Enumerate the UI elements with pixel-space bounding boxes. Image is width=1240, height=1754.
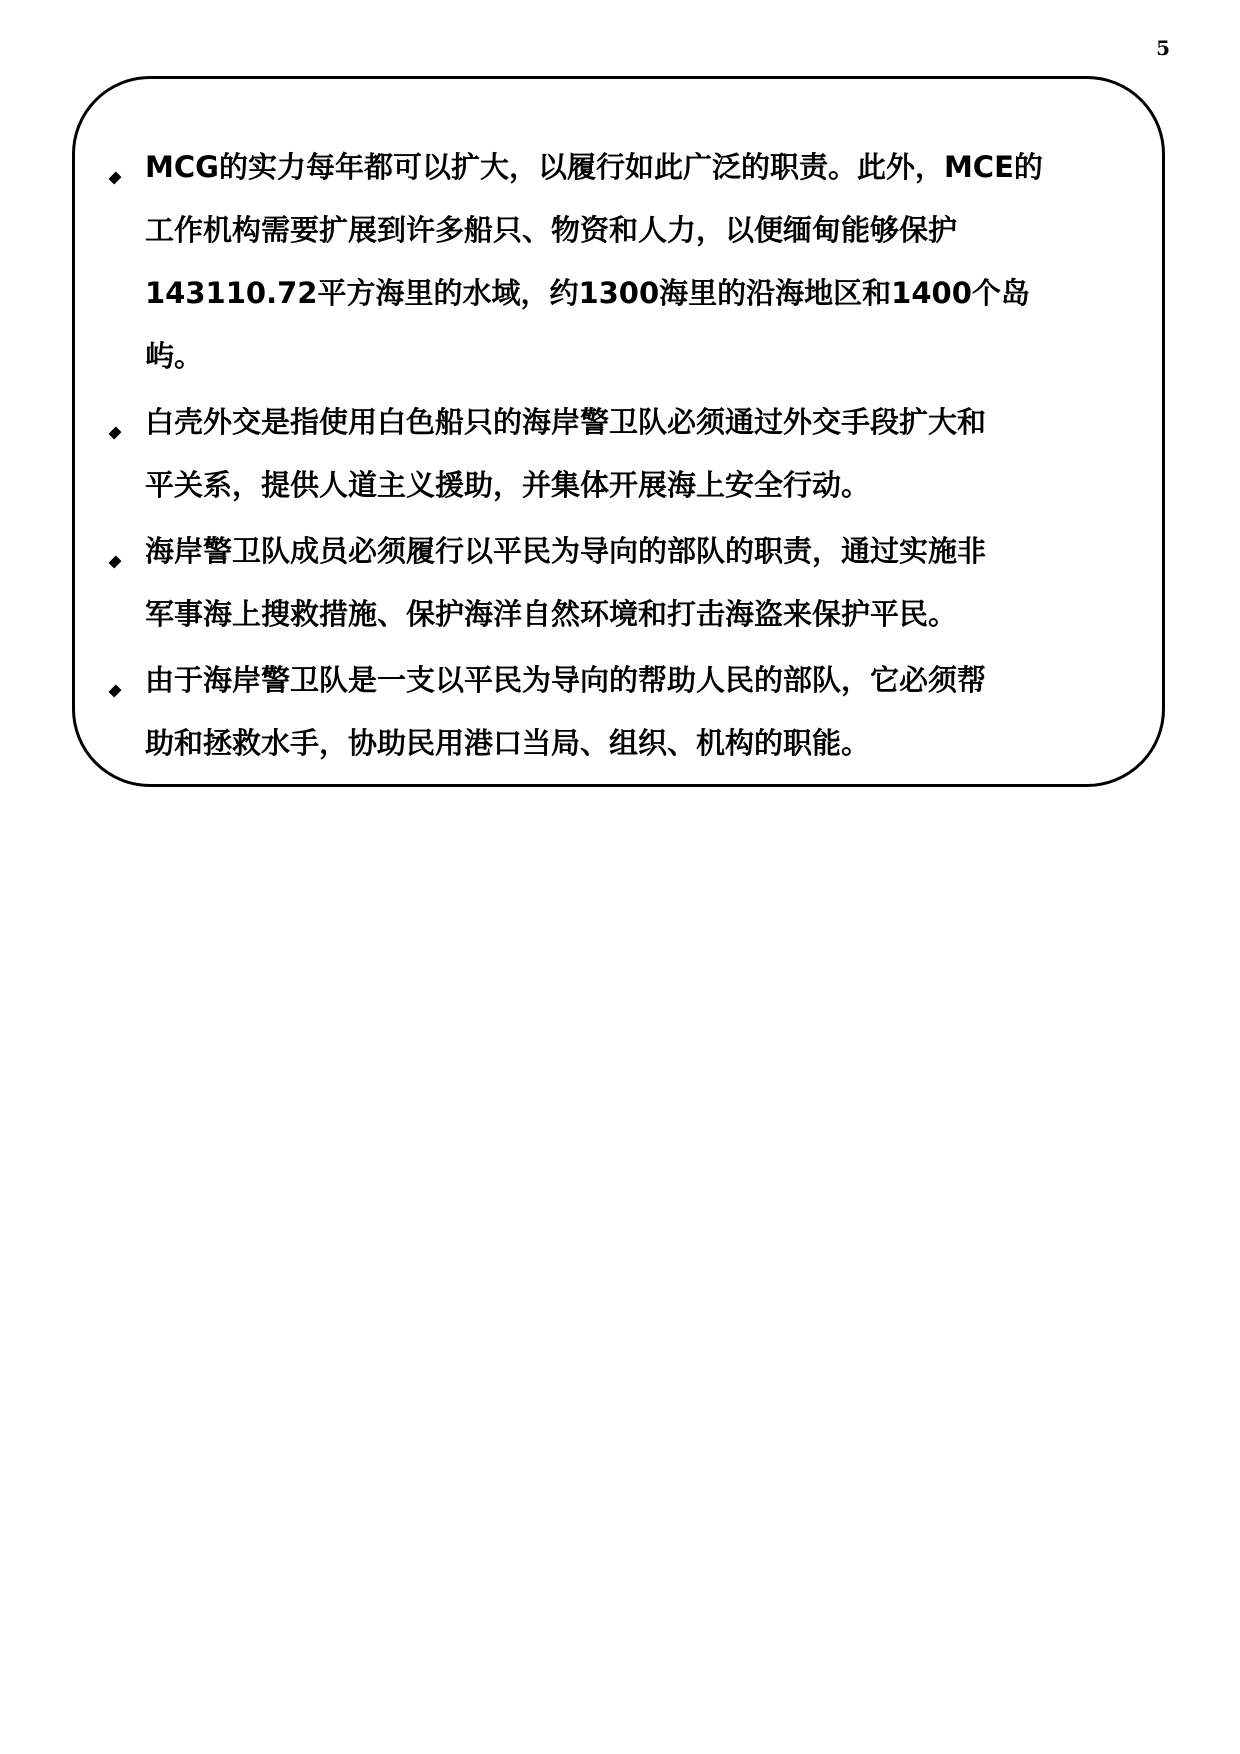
- diamond-bullet-icon: [108, 171, 121, 184]
- page-number: 5: [1156, 36, 1170, 60]
- bullet-item: [72, 649, 1132, 775]
- bullet-text: MCG的实力每年都可以扩大，以履行如此广泛的职责。此外，MCE的 工作机构需要扩展到许多船只、物资和人力，以便缅甸能够保护 143110.72平方海里的水域，约1300海里的沿海地区和1400个岛 屿。: [145, 150, 1043, 373]
- bullet-item: [72, 391, 1132, 517]
- bullet-text: 海岸警卫队成员必须履行以平民为导向的部队的职责，通过实施非 军事海上搜救措施、保护海洋自然环境和打击海盗来保护平民。: [145, 534, 987, 631]
- diamond-bullet-icon: [108, 684, 121, 697]
- diamond-bullet-icon: [108, 555, 121, 568]
- bullet-item: [72, 136, 1132, 388]
- bullet-text: 白壳外交是指使用白色船只的海岸警卫队必须通过外交手段扩大和 平关系，提供人道主义援助，并集体开展海上安全行动。: [145, 405, 987, 502]
- bullet-text: 由于海岸警卫队是一支以平民为导向的帮助人民的部队，它必须帮 助和拯救水手，协助民用港口当局、组织、机构的职能。: [145, 663, 987, 760]
- diamond-bullet-icon: [108, 426, 121, 439]
- bullet-item: [72, 520, 1132, 646]
- bullet-list: [72, 136, 1132, 778]
